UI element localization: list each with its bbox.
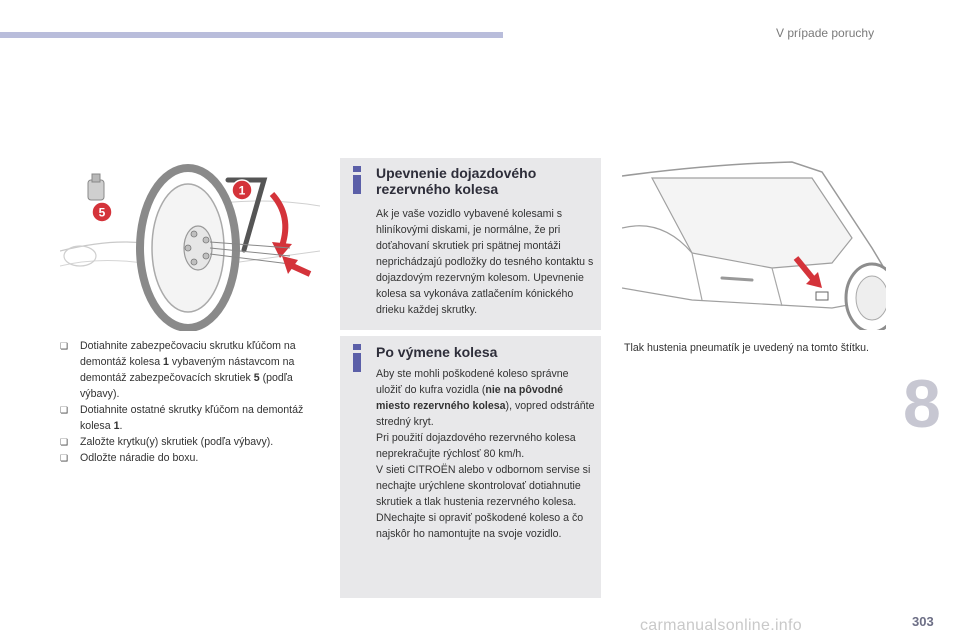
- tyre-pressure-caption: Tlak hustenia pneumatík je uvedený na tomto štítku.: [624, 342, 869, 354]
- checkbox-bullet-icon: ❏: [60, 341, 69, 351]
- page-number: 303: [912, 614, 934, 629]
- step-item: ❏ Dotiahnite zabezpečovaciu skrutku kľúčom na demontáž kolesa 1 vybaveným nástavcom na demontáž zabezpečovacích skrutiek 5 (podľa výbavy).: [60, 340, 296, 400]
- info-icon: [350, 344, 364, 372]
- step-item: ❏ Odložte náradie do boxu.: [60, 452, 199, 464]
- callout-5: [92, 202, 112, 222]
- instruction-steps: [60, 338, 320, 466]
- header-accent-bar: [0, 32, 503, 38]
- svg-text:5: 5: [98, 205, 106, 220]
- info-paragraph: DNechajte si opraviť poškodené koleso a čo najskôr ho namontujte na svoje vozidlo.: [376, 512, 584, 540]
- car-door-illustration: [622, 158, 886, 330]
- wheel-drawing: [60, 156, 320, 331]
- info-box-body: Ak je vaše vozidlo vybavené kolesami s hliníkovými diskami, je normálne, že pri doťahovaní skrutiek pri spätnej montáži neprichádzajú podložky do tesného kontaktu s dojazdovým rezervným kolesom. Upevnenie kolesa sa vykonáva zatlačením kónického drieku každej skrutky.: [376, 208, 594, 316]
- section-title: V prípade poruchy: [776, 26, 875, 40]
- wheel-illustration: [60, 156, 320, 331]
- svg-text:1: 1: [238, 183, 246, 198]
- info-paragraph: Pri použití dojazdového rezervného kolesa neprekračujte rýchlosť 80 km/h.: [376, 432, 576, 460]
- info-paragraph: V sieti CITROËN alebo v odbornom servise si nechajte urýchlene skontrolovať dotiahnutie skrutiek a tlak hustenia rezervného kolesa.: [376, 464, 591, 508]
- car-drawing: [622, 158, 886, 330]
- watermark: carmanualsonline.info: [640, 617, 802, 634]
- security-bolt-icon: [88, 174, 104, 200]
- step-item: ❏ Založte krytku(y) skrutiek (podľa výbavy).: [60, 436, 274, 448]
- info-box-title: Po výmene kolesa: [376, 344, 498, 360]
- step-item: ❏ Dotiahnite ostatné skrutky kľúčom na demontáž kolesa 1.: [60, 404, 304, 432]
- checkbox-bullet-icon: ❏: [60, 437, 69, 447]
- info-icon: [350, 166, 364, 194]
- chapter-number: 8: [903, 366, 941, 442]
- info-box-title: Upevnenie dojazdového rezervného kolesa: [376, 165, 537, 197]
- checkbox-bullet-icon: ❏: [60, 453, 69, 463]
- tyre-pressure-label: [816, 292, 828, 300]
- info-box-after-change: [340, 336, 601, 598]
- info-box-body: Aby ste mohli poškodené koleso správne uložiť do kufra vozidla (nie na pôvodné miesto rezervného kolesa), vopred odstráňte stredný kryt. Pri použití dojazdového rezervného kolesa neprekračujte rýchlosť 80 km/h. V sieti CITROËN alebo v odbornom servise si nechajte urýchlene skontrolovať dotiahnutie skrutiek a tlak hustenia rezervného kolesa. DNechajte si opraviť poškodené koleso a čo najskôr ho namontujte na svoje vozidlo.: [376, 368, 595, 540]
- checkbox-bullet-icon: ❏: [60, 405, 69, 415]
- info-box-spare-wheel: [340, 158, 601, 330]
- callout-1: [232, 180, 252, 200]
